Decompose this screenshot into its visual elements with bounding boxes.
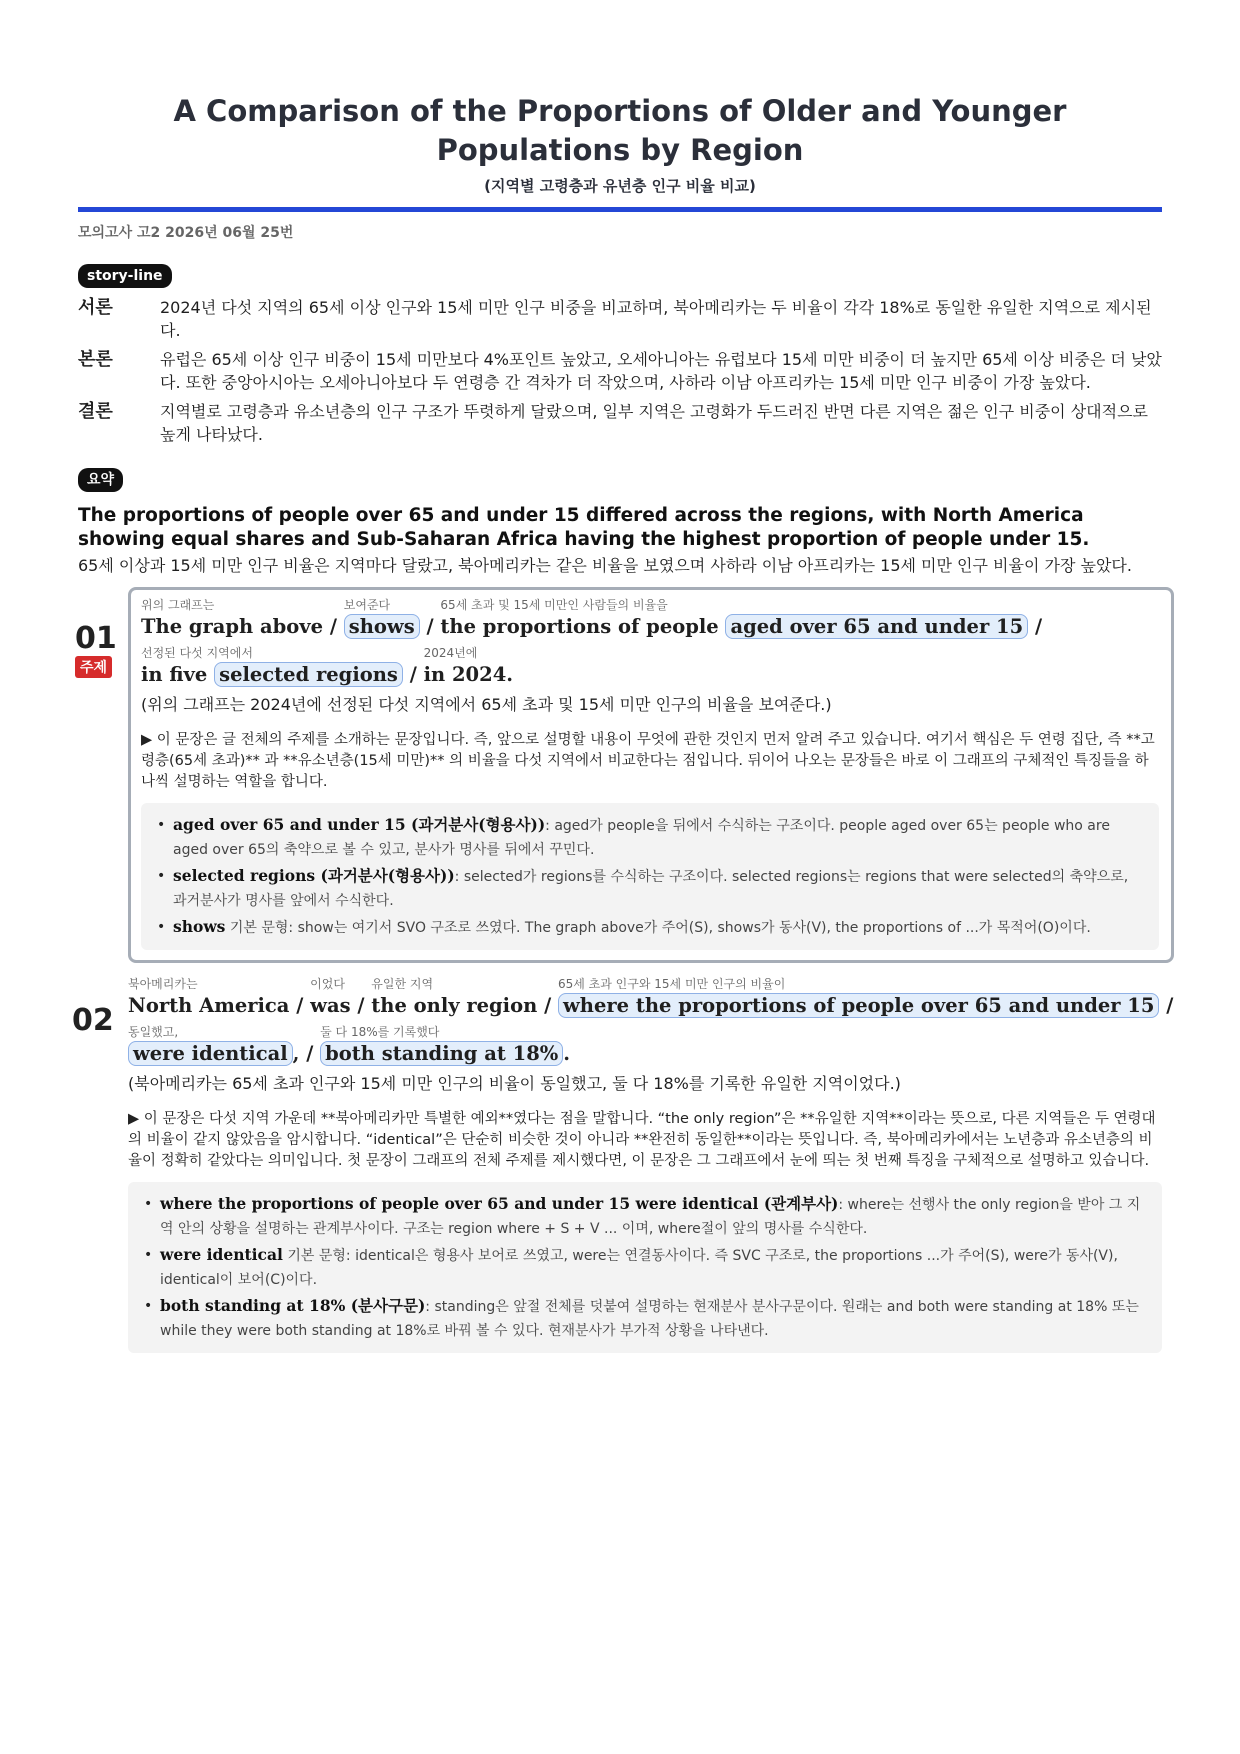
note-term: selected regions (과거분사(형용사)) <box>173 866 455 885</box>
note-desc: 기본 문형: show는 여기서 SVO 구조로 쓰였다. The graph above가 주어(S), shows가 동사(V), the proportions of ...가 목적어(O)이다. <box>225 920 1091 936</box>
chunk-separator: / <box>1034 615 1043 638</box>
storyline-row-intro <box>78 296 1162 342</box>
chunk-text-highlighted: shows <box>344 614 420 639</box>
note-desc: : aged가 people을 뒤에서 수식하는 구조이다. people aged over 65는 people who are aged over 65의 축약으로 볼 수 있고, 분사가 명사를 뒤에서 꾸민다. <box>173 818 1110 858</box>
summary-english: The proportions of people over 65 and under 15 differed across the regions, with North America showing equal shares and Sub-Saharan Africa having the highest proportion of people under 15. <box>78 505 1090 550</box>
grammar-note <box>144 1192 1146 1241</box>
grammar-note <box>157 915 1143 940</box>
sentence-line <box>128 1025 1162 1067</box>
chunk-separator: , <box>292 1042 300 1065</box>
chunk-separator: / <box>306 1042 314 1065</box>
grammar-note <box>157 864 1143 913</box>
sentence-chunk <box>320 1025 563 1067</box>
storyline-text: 2024년 다섯 지역의 65세 이상 인구와 15세 미만 인구 비중을 비교하며, 북아메리카는 두 비율이 각각 18%로 동일한 유일한 지역으로 제시된다. <box>160 298 1152 340</box>
chunk-text: North America <box>128 994 290 1017</box>
chunk-gloss: 2024년에 <box>423 646 478 660</box>
sentence-chunk <box>128 977 289 1019</box>
chunk-gloss: 보여준다 <box>343 598 391 612</box>
topic-tag: 주제 <box>75 656 112 678</box>
sentence-card-01 <box>75 587 1174 963</box>
storyline-key: 서론 <box>78 297 113 318</box>
sentence-chunk <box>725 598 1028 640</box>
note-term: aged over 65 and under 15 (과거분사(형용사)) <box>173 815 546 834</box>
sentence-explanation: ▶ 이 문장은 글 전체의 주제를 소개하는 문장입니다. 즉, 앞으로 설명할 내용이 무엇에 관한 것인지 먼저 알려 주고 있습니다. 여기서 핵심은 두 연령 집단, 즉 **고령층(65세 초과)** 과 **유소년층(15세 미만)** 의 비율을 다섯 지역에서 비교한다는 점입니다. 뒤이어 나오는 문장들은 바로 이 그래프의 구체적인 특징들을 하나씩 설명하는 역할을 합니다. <box>141 732 1155 790</box>
storyline-row-conclusion <box>78 400 1162 446</box>
bullet-icon: • <box>157 919 166 935</box>
note-desc: : selected가 regions를 수식하는 구조이다. selected regions는 regions that were selected의 축약으로, 과거분사가 명사를 앞에서 수식한다. <box>173 869 1129 909</box>
chunk-gloss: 동일했고, <box>128 1025 179 1039</box>
storyline-text: 유럽은 65세 이상 인구 비중이 15세 미만보다 4%포인트 높았고, 오세아니아는 유럽보다 15세 미만 비중이 더 높지만 65세 이상 비중은 더 낮았다. 또한 중앙아시아는 오세아니아보다 두 연령층 간 격차가 더 작았으며, 사하라 이남 아프리카는 15세 미만 인구 비중이 가장 높았다. <box>160 350 1162 392</box>
sentence-chunk <box>141 598 323 640</box>
summary-korean: 65세 이상과 15세 미만 인구 비율은 지역마다 달랐고, 북아메리카는 같은 비율을 보였으며 사하라 이남 아프리카는 15세 미만 인구 비율이 가장 높았다. <box>78 556 1132 575</box>
bullet-icon: • <box>144 1298 153 1314</box>
storyline-key: 결론 <box>78 401 113 422</box>
chunk-text-highlighted: aged over 65 and under 15 <box>725 614 1028 639</box>
sentence-chunk <box>440 598 718 640</box>
chunk-text-highlighted: both standing at 18% <box>320 1041 563 1066</box>
chunk-gloss: 선정된 다섯 지역에서 <box>141 646 253 660</box>
storyline-key: 본론 <box>78 349 113 370</box>
title-divider <box>78 207 1162 212</box>
chunk-text: in 2024. <box>423 663 514 686</box>
sentence-chunk <box>141 646 253 688</box>
chunk-gloss: 65세 초과 인구와 15세 미만 인구의 비율이 <box>558 977 786 991</box>
sentence-number: 02 <box>72 1003 114 1038</box>
chunk-separator: / <box>1166 994 1174 1017</box>
grammar-notes <box>128 1182 1162 1353</box>
chunk-text: the only region <box>371 994 538 1017</box>
sentence-chunk <box>424 646 513 688</box>
bullet-icon: • <box>144 1196 153 1212</box>
note-desc: : standing은 앞절 전체를 덧붙여 설명하는 현재분사 분사구문이다. 원래는 and both were standing at 18% 또는 while they were both standing at 18%로 바꿔 볼 수 있다. 현재분사가 부가적 상황을 나타낸다. <box>160 1299 1139 1339</box>
sentence-card-02 <box>72 971 1174 1353</box>
note-term: shows <box>173 917 226 936</box>
note-term: where the proportions of people over 65 and under 15 were identical (관계부사) <box>160 1194 839 1213</box>
note-desc: 기본 문형: identical은 형용사 보어로 쓰였고, were는 연결동사이다. 즉 SVC 구조로, the proportions ...가 주어(S), were가 동사(V), identical이 보어(C)이다. <box>160 1248 1118 1288</box>
chunk-gloss: 위의 그래프는 <box>141 598 215 612</box>
note-desc: : where는 선행사 the only region을 받아 그 지역 안의 상황을 설명하는 관계부사이다. 구조는 region where + S + V ... 이며, where절이 앞의 명사를 수식한다. <box>160 1197 1141 1237</box>
note-term: both standing at 18% (분사구문) <box>160 1296 426 1315</box>
summary-badge: 요약 <box>78 468 123 492</box>
grammar-note <box>144 1294 1146 1343</box>
chunk-gloss: 북아메리카는 <box>128 977 198 991</box>
sentence-line <box>141 646 1159 688</box>
grammar-note <box>157 813 1143 862</box>
chunk-separator: / <box>329 615 337 638</box>
chunk-text: The graph above <box>141 615 324 638</box>
sentence-number: 01 <box>75 621 117 656</box>
page-subtitle: (지역별 고령층과 유년층 인구 비율 비교) <box>484 177 756 195</box>
chunk-gloss: 이었다 <box>310 977 345 991</box>
chunk-text: in five <box>141 663 208 686</box>
sentence-explanation: ▶ 이 문장은 다섯 지역 가운데 **북아메리카만 특별한 예외**였다는 점을 말합니다. “the only region”은 **유일한 지역**이라는 뜻으로, 다른 지역들은 두 연령대의 비율이 같지 않았음을 암시합니다. “identical”은 단순히 비슷한 것이 아니라 **완전히 동일한**이라는 뜻입니다. 즉, 북아메리카에서는 노년층과 유소년층의 비율이 정확히 같았다는 의미입니다. 첫 문장이 그래프의 전체 주제를 제시했다면, 이 문장은 그 그래프에서 눈에 띄는 첫 번째 특징을 구체적으로 설명하고 있습니다. <box>128 1111 1156 1169</box>
storyline-badge: story-line <box>78 264 172 288</box>
sentence-line <box>128 977 1174 1019</box>
sentence-chunk <box>371 977 537 1019</box>
chunk-separator: / <box>296 994 304 1017</box>
storyline-row-body <box>78 348 1162 394</box>
chunk-separator: / <box>426 615 434 638</box>
sentence-chunk <box>558 977 1159 1019</box>
chunk-separator: / <box>409 663 417 686</box>
chunk-separator: / <box>544 994 552 1017</box>
chunk-text-highlighted: selected regions <box>214 662 403 687</box>
bullet-icon: • <box>157 868 166 884</box>
sentence-chunk <box>344 598 420 640</box>
bullet-icon: • <box>157 817 166 833</box>
exam-meta: 모의고사 고2 2026년 06월 25번 <box>78 225 294 241</box>
chunk-gloss: 65세 초과 및 15세 미만인 사람들의 비율을 <box>440 598 668 612</box>
chunk-text: the proportions of people <box>440 615 719 638</box>
storyline <box>78 296 1162 446</box>
chunk-separator: / <box>357 994 365 1017</box>
chunk-text-highlighted: where the proportions of people over 65 and under 15 <box>558 993 1159 1018</box>
grammar-note <box>144 1243 1146 1292</box>
chunk-text: was <box>310 994 351 1017</box>
bullet-icon: • <box>144 1247 153 1263</box>
storyline-text: 지역별로 고령층과 유소년층의 인구 구조가 뚜렷하게 달랐으며, 일부 지역은 고령화가 두드러진 반면 다른 지역은 젊은 인구 비중이 상대적으로 높게 나타났다. <box>160 402 1148 444</box>
chunk-separator: . <box>563 1042 571 1065</box>
sentence-chunk <box>310 977 350 1019</box>
sentence-translation: (위의 그래프는 2024년에 선정된 다섯 지역에서 65세 초과 및 15세 미만 인구의 비율을 보여준다.) <box>141 695 832 714</box>
sentence-translation: (북아메리카는 65세 초과 인구와 15세 미만 인구의 비율이 동일했고, 둘 다 18%를 기록한 유일한 지역이었다.) <box>128 1074 901 1093</box>
sentence-chunk <box>214 646 403 688</box>
chunk-gloss: 유일한 지역 <box>371 977 434 991</box>
chunk-gloss: 둘 다 18%를 기록했다 <box>320 1025 440 1039</box>
chunk-text-highlighted: were identical <box>128 1041 293 1066</box>
page-title: A Comparison of the Proportions of Older and Younger Populations by Region <box>173 94 1067 167</box>
sentence-chunk <box>128 1025 293 1067</box>
sentence-line <box>141 598 1159 640</box>
note-term: were identical <box>160 1245 283 1264</box>
grammar-notes <box>141 803 1159 950</box>
